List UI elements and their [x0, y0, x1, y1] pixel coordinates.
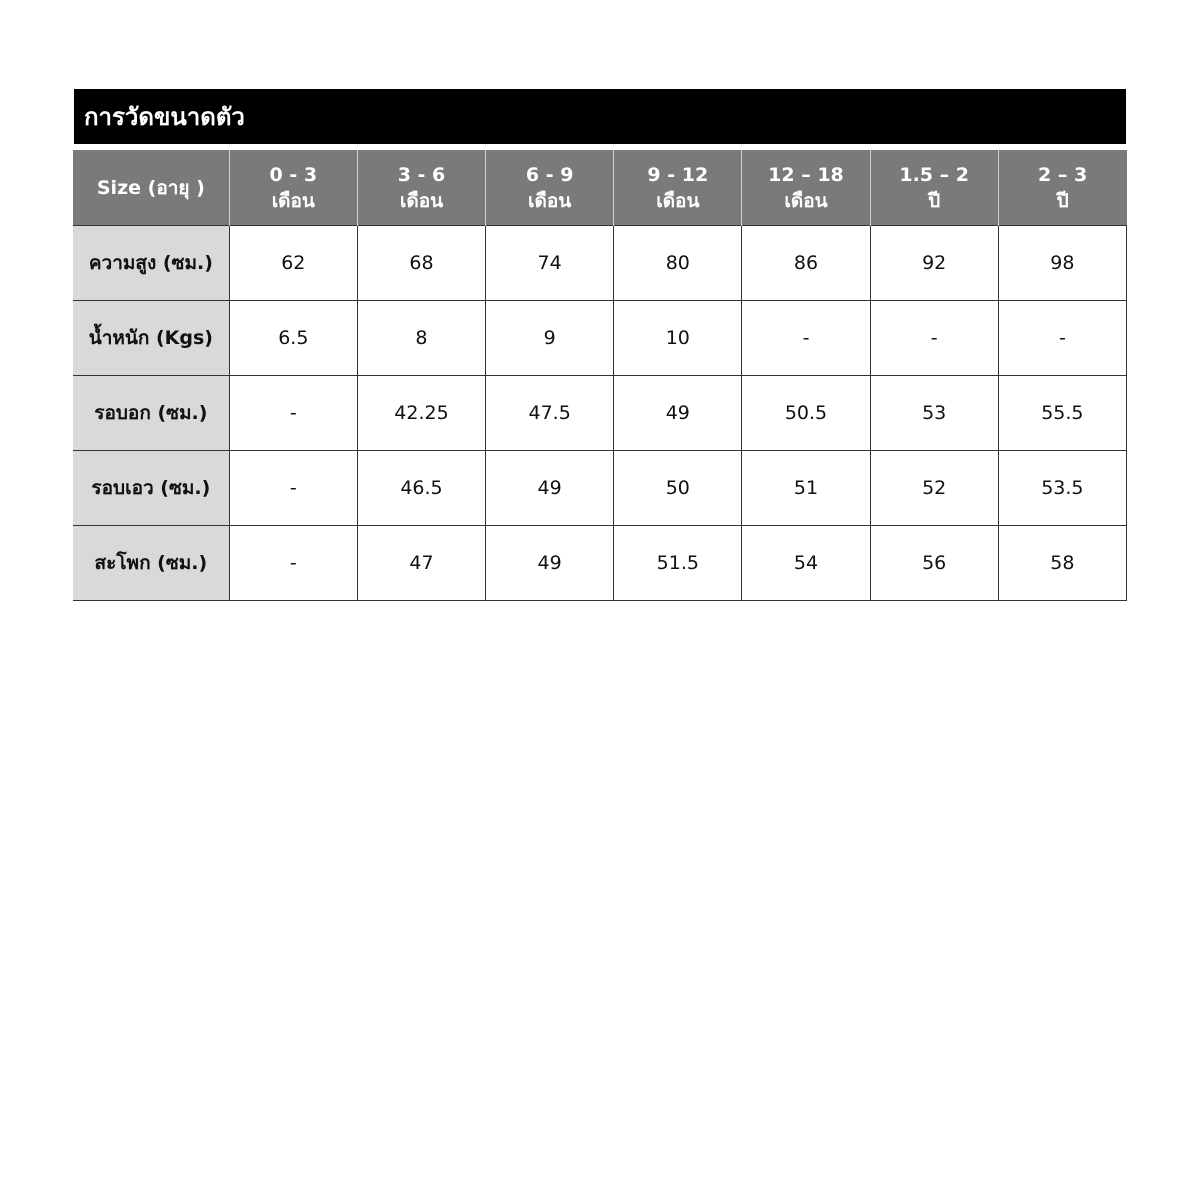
table-cell: 98 — [998, 226, 1126, 301]
header-size-label: Size (อายุ ) — [73, 150, 229, 226]
table-row-waist — [73, 451, 1127, 526]
header-unit: เดือน — [271, 189, 315, 212]
table-cell: 51 — [742, 451, 870, 526]
table-cell: 92 — [870, 226, 998, 301]
table-cell: 8 — [357, 301, 485, 376]
header-range: 3 - 6 — [397, 163, 446, 186]
table-cell: 9 — [486, 301, 614, 376]
row-label: น้ำหนัก (Kgs) — [73, 301, 229, 376]
header-range: 0 - 3 — [269, 163, 318, 186]
table-cell: 68 — [357, 226, 485, 301]
header-unit: เดือน — [399, 189, 444, 212]
header-unit: เดือน — [784, 189, 828, 212]
row-label: รอบอก (ซม.) — [73, 376, 229, 451]
header-col-12-18m — [742, 150, 870, 226]
table-cell: - — [870, 301, 998, 376]
header-range: 1.5 – 2 — [899, 163, 969, 186]
size-chart-title — [74, 89, 1126, 144]
size-chart-title-text: การวัดขนาดตัว — [84, 103, 245, 131]
size-chart-table — [73, 150, 1127, 601]
table-cell: 52 — [870, 451, 998, 526]
table-cell: - — [229, 451, 357, 526]
table-cell: 51.5 — [614, 526, 742, 601]
header-range: 12 – 18 — [768, 163, 844, 186]
table-row-hip — [73, 526, 1127, 601]
header-row — [73, 150, 1127, 226]
table-cell: 86 — [742, 226, 870, 301]
table-row-weight — [73, 301, 1127, 376]
row-label: รอบเอว (ซม.) — [73, 451, 229, 526]
row-label: สะโพก (ซม.) — [73, 526, 229, 601]
table-cell: 50.5 — [742, 376, 870, 451]
header-unit: ปี — [928, 189, 941, 212]
table-cell: 53.5 — [998, 451, 1126, 526]
table-cell: 49 — [614, 376, 742, 451]
table-cell: 47 — [357, 526, 485, 601]
table-cell: 56 — [870, 526, 998, 601]
header-range: 2 – 3 — [1038, 163, 1088, 186]
header-col-1-5-2y — [870, 150, 998, 226]
table-cell: 55.5 — [998, 376, 1126, 451]
table-cell: 6.5 — [229, 301, 357, 376]
header-unit: ปี — [1056, 189, 1069, 212]
table-cell: 10 — [614, 301, 742, 376]
table-row-height — [73, 226, 1127, 301]
table-cell: - — [998, 301, 1126, 376]
table-cell: 80 — [614, 226, 742, 301]
table-cell: 74 — [486, 226, 614, 301]
table-cell: - — [229, 526, 357, 601]
table-cell: 49 — [486, 526, 614, 601]
header-col-6-9m — [486, 150, 614, 226]
header-col-9-12m — [614, 150, 742, 226]
table-cell: 50 — [614, 451, 742, 526]
table-cell: 54 — [742, 526, 870, 601]
table-cell: 42.25 — [357, 376, 485, 451]
header-range: 6 - 9 — [525, 163, 574, 186]
header-unit: เดือน — [656, 189, 700, 212]
table-cell: - — [742, 301, 870, 376]
header-col-0-3m — [229, 150, 357, 226]
row-label: ความสูง (ซม.) — [73, 226, 229, 301]
table-cell: 53 — [870, 376, 998, 451]
table-cell: 58 — [998, 526, 1126, 601]
header-unit: เดือน — [528, 189, 572, 212]
header-range: 9 - 12 — [647, 163, 709, 186]
table-row-chest — [73, 376, 1127, 451]
table-cell: 47.5 — [486, 376, 614, 451]
table-cell: 49 — [486, 451, 614, 526]
header-col-3-6m — [357, 150, 485, 226]
table-cell: - — [229, 376, 357, 451]
table-cell: 46.5 — [357, 451, 485, 526]
header-col-2-3y — [998, 150, 1126, 226]
table-cell: 62 — [229, 226, 357, 301]
